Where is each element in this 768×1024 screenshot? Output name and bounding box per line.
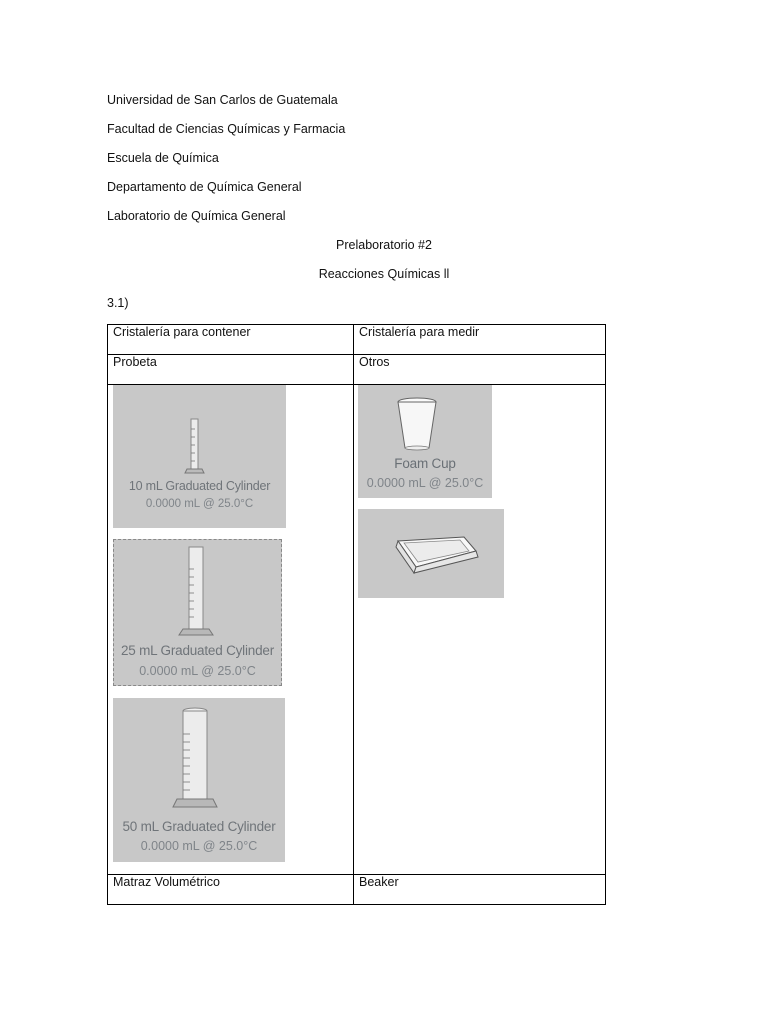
section-number: 3.1) [107,296,129,310]
cell-beaker: Beaker [354,875,606,905]
cylinder-25ml-image [113,539,282,686]
left-image-cell [108,385,354,875]
foam-cup-image [358,385,492,498]
foam-cup-reading: 0.0000 mL @ 25.0°C [366,476,484,490]
laboratory-line: Laboratorio de Química General [107,209,286,223]
cylinder-25ml-reading: 0.0000 mL @ 25.0°C [139,664,256,678]
department-line: Departamento de Química General [107,180,302,194]
right-image-cell [354,385,606,875]
school-line: Escuela de Química [107,151,219,165]
plastic-tray-icon [358,509,504,598]
document-title: Prelaboratorio #2 [336,238,432,252]
cylinder-10ml-reading: 0.0000 mL @ 25.0°C [145,498,254,510]
foam-cup-title: Foam Cup [394,456,456,471]
header-cell-measure: Cristalería para medir [354,325,606,355]
cylinder-10ml-image [113,385,286,528]
cylinder-50ml-image [113,698,285,862]
cylinder-50ml-title: 50 mL Graduated Cylinder [122,819,276,834]
glassware-table [107,324,606,905]
university-line: Universidad de San Carlos de Guatemala [107,93,338,107]
header-cell-contain: Cristalería para contener [108,325,354,355]
cell-probeta: Probeta [108,355,354,385]
faculty-line: Facultad de Ciencias Químicas y Farmacia [107,122,346,136]
document-subtitle: Reacciones Químicas ll [318,267,450,281]
cylinder-50ml-reading: 0.0000 mL @ 25.0°C [140,839,258,853]
cylinder-10ml-title: 10 mL Graduated Cylinder [128,479,271,493]
cell-volumetric-flask: Matraz Volumétrico [108,875,354,905]
cell-otros: Otros [354,355,606,385]
cylinder-25ml-title: 25 mL Graduated Cylinder [120,643,275,658]
graduated-cylinder-icon [113,698,285,862]
tray-image [358,509,504,598]
